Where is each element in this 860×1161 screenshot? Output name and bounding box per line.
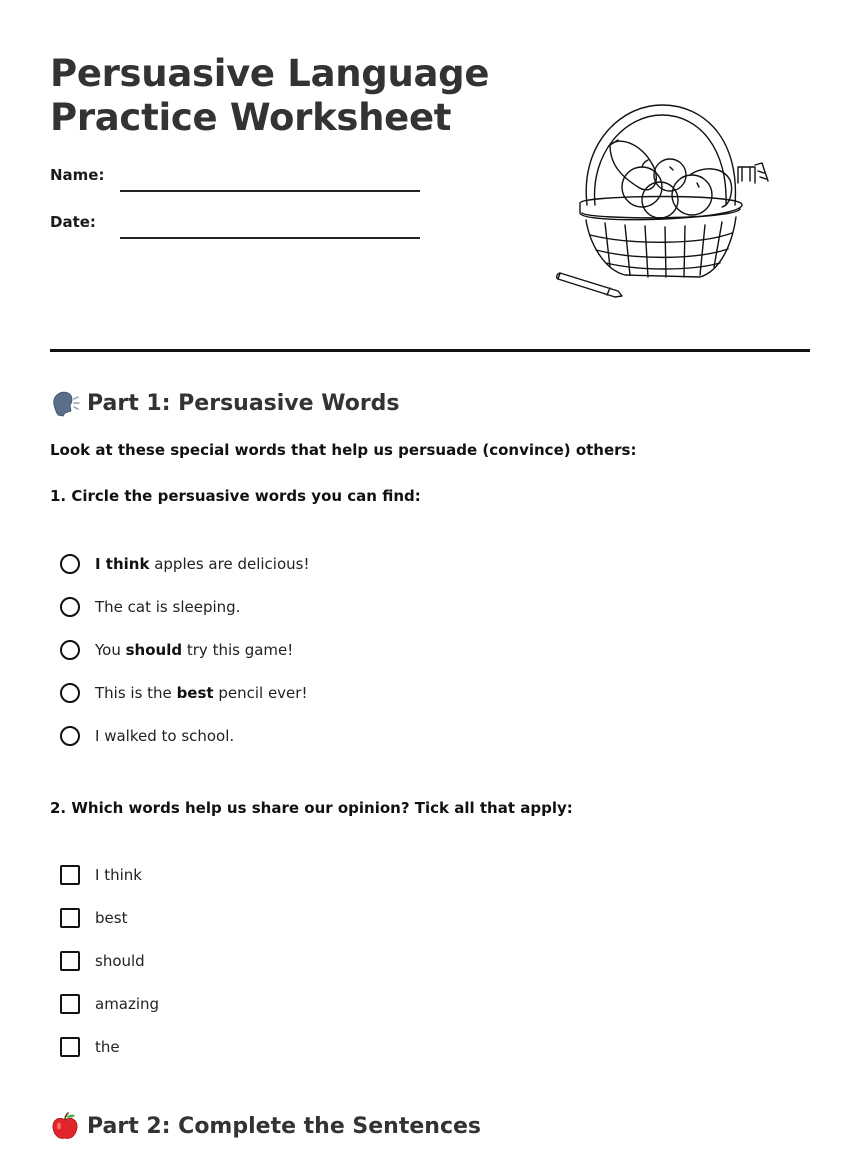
header-divider (50, 349, 810, 352)
fruit-basket-illustration (550, 95, 780, 305)
option-text: I think (95, 866, 142, 884)
radio-circle[interactable] (60, 726, 80, 746)
part1-heading-text: Part 1: Persuasive Words (87, 390, 400, 416)
name-label: Name: (50, 166, 105, 184)
radio-circle[interactable] (60, 640, 80, 660)
option-text: best (95, 909, 128, 927)
red-apple-icon (50, 1112, 80, 1140)
q1-option[interactable] (60, 554, 309, 574)
q1-prompt: 1. Circle the persuasive words you can find: (50, 487, 421, 505)
checkbox[interactable] (60, 1037, 80, 1057)
option-text: amazing (95, 995, 160, 1013)
part2-heading (50, 1112, 481, 1140)
name-field[interactable] (120, 170, 420, 192)
checkbox[interactable] (60, 951, 80, 971)
q2-option[interactable] (60, 1037, 120, 1057)
title-line-1: Persuasive Language (50, 52, 490, 95)
part2-heading-text: Part 2: Complete the Sentences (87, 1113, 482, 1139)
radio-circle[interactable] (60, 554, 80, 574)
radio-circle[interactable] (60, 597, 80, 617)
checkbox[interactable] (60, 908, 80, 928)
option-text: You should try this game! (95, 641, 294, 659)
radio-circle[interactable] (60, 683, 80, 703)
option-text: I think apples are delicious! (95, 555, 310, 573)
q2-option[interactable] (60, 865, 142, 885)
q1-option[interactable] (60, 640, 293, 660)
date-field[interactable] (120, 217, 420, 239)
option-text: The cat is sleeping. (95, 598, 241, 616)
checkbox[interactable] (60, 865, 80, 885)
part1-heading (50, 389, 400, 417)
part1-intro: Look at these special words that help us persuade (convince) others: (50, 441, 637, 459)
worksheet-title (50, 52, 489, 140)
option-text: should (95, 952, 145, 970)
speaking-head-icon (50, 389, 80, 417)
q2-option[interactable] (60, 908, 127, 928)
option-text: This is the best pencil ever! (95, 684, 308, 702)
q1-option[interactable] (60, 683, 307, 703)
q1-option[interactable] (60, 726, 234, 746)
q2-option[interactable] (60, 994, 159, 1014)
q2-option[interactable] (60, 951, 145, 971)
q2-prompt: 2. Which words help us share our opinion? Tick all that apply: (50, 799, 573, 817)
option-text: I walked to school. (95, 727, 235, 745)
checkbox[interactable] (60, 994, 80, 1014)
q1-option[interactable] (60, 597, 240, 617)
option-text: the (95, 1038, 120, 1056)
date-label: Date: (50, 213, 96, 231)
title-line-2: Practice Worksheet (50, 96, 452, 139)
